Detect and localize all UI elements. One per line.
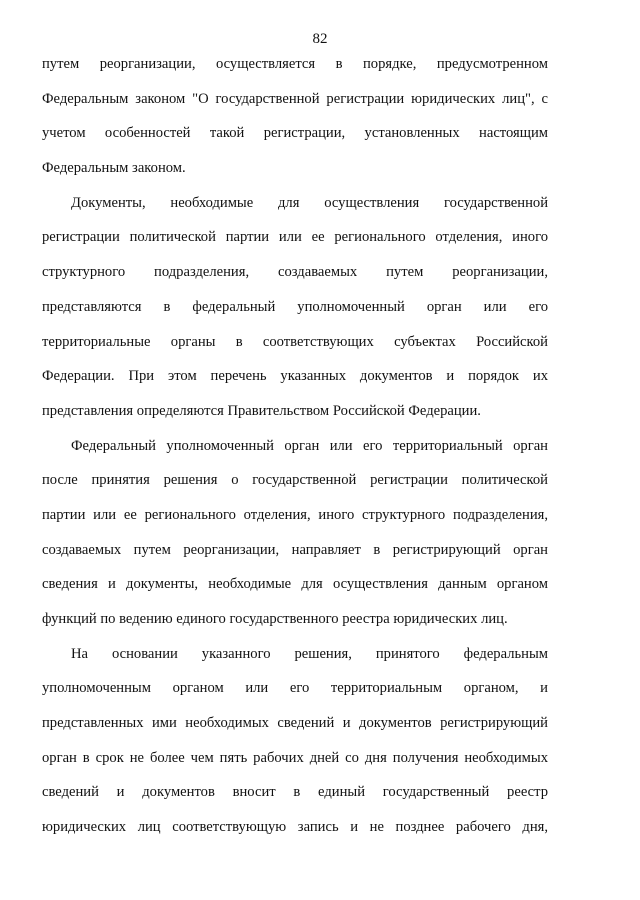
text-line: регистрации политической партии или ее регионального отделения, иного xyxy=(42,229,548,246)
text-line: уполномоченным органом или его территориальным органом, и xyxy=(42,680,548,697)
text-line: функций по ведению единого государственного реестра юридических лиц. xyxy=(42,611,508,627)
text-line: Федеральным законом "О государственной регистрации юридических лиц", с xyxy=(42,90,548,107)
text-line: Федеральный уполномоченный орган или его территориальный орган xyxy=(71,437,548,454)
text-line: территориальные органы в соответствующих субъектах Российской xyxy=(42,333,548,350)
text-line: представления определяются Правительством Российской Федерации. xyxy=(42,402,481,419)
paragraph xyxy=(42,52,548,191)
text-line: сведений и документов вносит в единый государственный реестр xyxy=(42,784,548,801)
text-line: юридических лиц соответствующую запись и не позднее рабочего дня, xyxy=(42,819,548,836)
paragraph xyxy=(42,642,548,850)
page-number: 82 xyxy=(312,31,328,47)
body-text xyxy=(42,52,548,850)
paragraph xyxy=(42,191,548,434)
text-line: Документы, необходимые для осуществления государственной xyxy=(71,194,548,211)
paragraph xyxy=(42,434,548,642)
text-line: путем реорганизации, осуществляется в порядке, предусмотренном xyxy=(42,56,548,72)
text-line: орган в срок не более чем пять рабочих дней со дня получения необходимых xyxy=(42,749,548,766)
text-line: структурного подразделения, создаваемых путем реорганизации, xyxy=(42,264,548,281)
text-line: после принятия решения о государственной регистрации политической xyxy=(42,472,548,489)
text-line: учетом особенностей такой регистрации, установленных настоящим xyxy=(42,125,548,142)
text-line: сведения и документы, необходимые для осуществления данным органом xyxy=(42,576,548,593)
text-line: представленных ими необходимых сведений и документов регистрирующий xyxy=(42,715,548,732)
text-line: создаваемых путем реорганизации, направляет в регистрирующий орган xyxy=(42,541,548,558)
text-line: Федеральным законом. xyxy=(42,160,186,177)
text-line: Федерации. При этом перечень указанных документов и порядок их xyxy=(42,368,548,385)
text-line: представляются в федеральный уполномоченный орган или его xyxy=(42,298,548,315)
text-line: На основании указанного решения, принятого федеральным xyxy=(71,645,548,662)
text-line: партии или ее регионального отделения, иного структурного подразделения, xyxy=(42,506,548,523)
